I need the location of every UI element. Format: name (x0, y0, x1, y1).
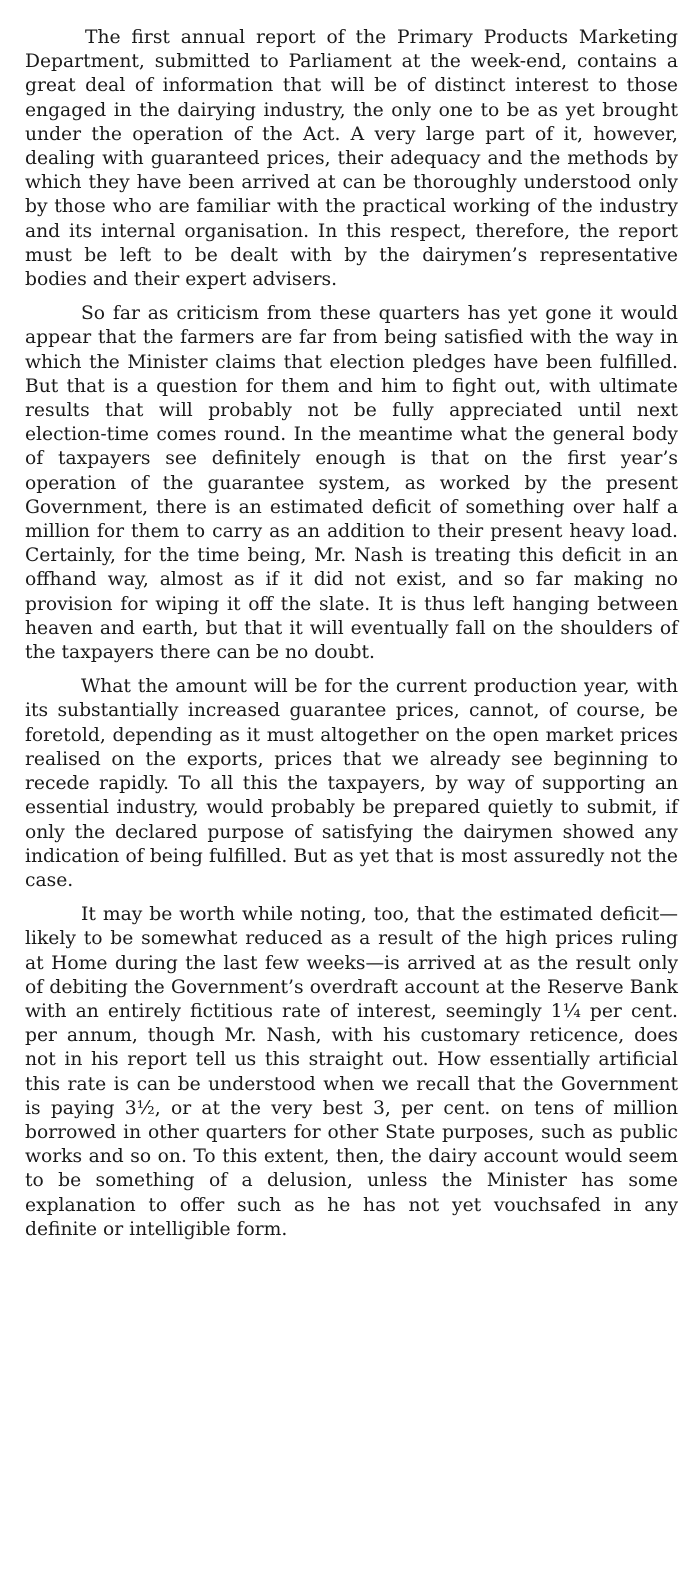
paragraph-1: The first annual report of the Primary Products Marketing Department, submitted to Parliament at the week-end, contains a great deal of information that will be of distinct interest to those engaged in the dairying industry, the only one to be as yet brought under the operation of the Act. A very large part of it, however, dealing with guaranteed prices, their adequacy and the methods by which they have been arrived at can be thoroughly understood only by those who are familiar with the practical working of the industry and its internal organisation. In this respect, therefore, the report must be left to be dealt with by the dairymen’s representative bodies and their expert advisers. (25, 27, 678, 291)
article-body (25, 26, 678, 1242)
paragraph-4: It may be worth while noting, too, that the estimated deficit—likely to be somewhat reduced as a result of the high prices ruling at Home during the last few weeks—is arrived at as the result only of debiting the Government’s overdraft account at the Reserve Bank with an entirely fictitious rate of interest, seemingly 1¼ per cent. per annum, though Mr. Nash, with his customary reticence, does not in his report tell us this straight out. How essentially artificial this rate is can be understood when we recall that the Government is paying 3½, or at the very best 3, per cent. on tens of million borrowed in other quarters for other State purposes, such as public works and so on. To this extent, then, the dairy account would seem to be something of a delusion, unless the Minister has some explanation to offer such as he has not yet vouchsafed in any definite or intelligible form. (25, 904, 678, 1240)
paragraph-2: So far as criticism from these quarters has yet gone it would appear that the farmers are far from being satisfied with the way in which the Minister claims that election pledges have been fulfilled. But that is a question for them and him to fight out, with ultimate results that will probably not be fully appreciated until next election-time comes round. In the meantime what the general body of taxpayers see definitely enough is that on the first year’s operation of the guarantee system, as worked by the present Government, there is an estimated deficit of something over half a million for them to carry as an addition to their present heavy load. Certainly, for the time being, Mr. Nash is treating this deficit in an offhand way, almost as if it did not exist, and so far making no provision for wiping it off the slate. It is thus left hanging between heaven and earth, but that it will eventually fall on the shoulders of the taxpayers there can be no doubt. (25, 303, 678, 664)
paragraph-3: What the amount will be for the current production year, with its substantially increased guarantee prices, cannot, of course, be foretold, depending as it must altogether on the open market prices realised on the exports, prices that we already see beginning to recede rapidly. To all this the taxpayers, by way of supporting an essential industry, would probably be prepared quietly to submit, if only the declared purpose of satisfying the dairymen showed any indication of being fulfilled. But as yet that is most assuredly not the case. (25, 676, 678, 891)
